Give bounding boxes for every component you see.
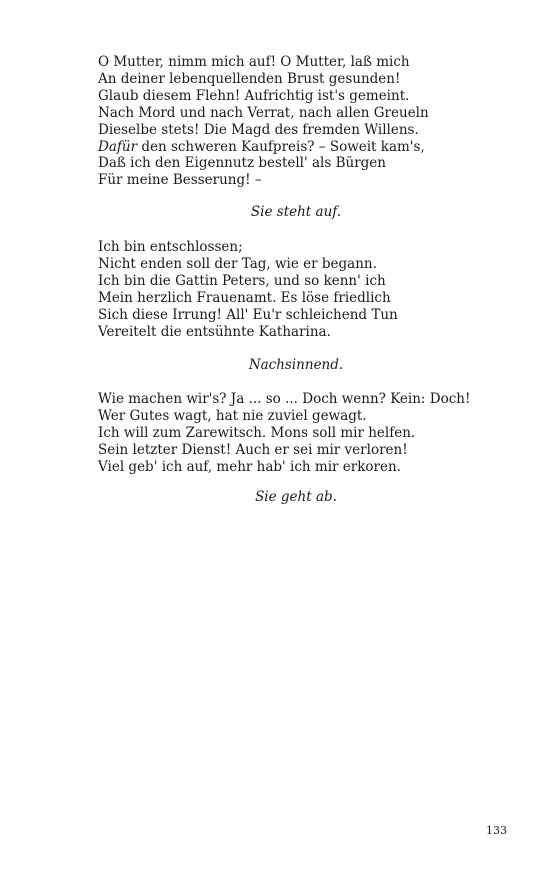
verse-line: O Mutter, nimm mich auf! O Mutter, laß mich <box>98 54 410 70</box>
verse-line: Viel geb' ich auf, mehr hab' ich mir erkoren. <box>98 458 401 475</box>
verse-line: Für meine Besserung! – <box>98 172 262 189</box>
verse-line: Sich diese Irrung! All' Eu'r schleichend Tun <box>98 306 398 323</box>
verse-line: Ich will zum Zarewitsch. Mons soll mir helfen. <box>98 424 416 441</box>
verse-line: Dieselbe stets! Die Magd des fremden Willens. <box>98 121 419 138</box>
verse-block-3 <box>98 391 470 476</box>
verse-block-2 <box>98 239 398 340</box>
verse-line: Nach Mord und nach Verrat, nach allen Greueln <box>98 104 429 121</box>
verse-line: Wer Gutes wagt, hat nie zuviel gewagt. <box>98 407 367 424</box>
emphasized-word: Dafür <box>98 138 138 155</box>
verse-line: Ich bin entschlossen; <box>98 239 243 255</box>
verse-line: Glaub diesem Flehn! Aufrichtig ist's gemeint. <box>98 87 410 104</box>
verse-line: Ich bin die Gattin Peters, und so kenn' ich <box>98 272 386 289</box>
page-number: 133 <box>486 824 507 837</box>
verse-line: Daß ich den Eigennutz bestell' als Bürgen <box>98 155 386 172</box>
verse-line: Wie machen wir's? Ja ... so ... Doch wenn? Kein: Doch! <box>98 391 471 407</box>
verse-line: An deiner lebenquellenden Brust gesunden! <box>98 70 401 87</box>
verse-line <box>98 139 429 156</box>
stage-direction: Sie geht ab. <box>255 489 337 505</box>
verse-line: Mein herzlich Frauenamt. Es löse friedlich <box>98 289 391 306</box>
verse-line: Nicht enden soll der Tag, wie er begann. <box>98 255 377 272</box>
stage-direction: Sie steht auf. <box>250 204 342 220</box>
verse-line: Sein letzter Dienst! Auch er sei mir verloren! <box>98 441 408 458</box>
verse-line-rest: den schweren Kaufpreis? – Soweit kam's, <box>137 138 425 155</box>
stage-direction: Nachsinnend. <box>248 357 344 373</box>
verse-block-1 <box>98 54 429 189</box>
verse-line: Vereitelt die entsühnte Katharina. <box>98 323 331 340</box>
